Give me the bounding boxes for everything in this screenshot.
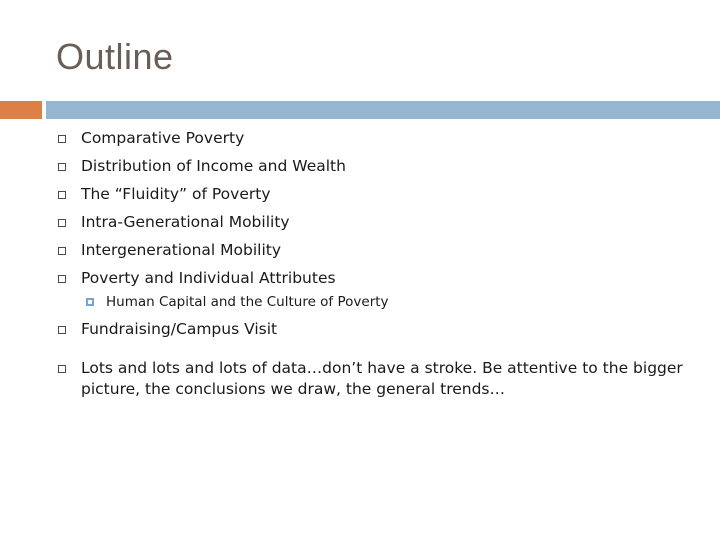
list-item-text: Intra-Generational Mobility bbox=[81, 213, 290, 231]
list-item-text: The “Fluidity” of Poverty bbox=[81, 185, 271, 203]
accent-band-blue bbox=[46, 101, 720, 119]
list-item-text: Fundraising/Campus Visit bbox=[81, 320, 278, 338]
list-item bbox=[56, 128, 696, 149]
list-item bbox=[56, 240, 696, 261]
list-item bbox=[56, 184, 696, 205]
square-bullet-icon bbox=[58, 326, 66, 334]
list-item bbox=[56, 212, 696, 233]
square-bullet-icon bbox=[58, 163, 66, 171]
bullet-list bbox=[56, 128, 696, 407]
list-item-text: Poverty and Individual Attributes bbox=[81, 269, 336, 287]
filled-square-bullet-icon bbox=[86, 298, 94, 306]
list-item bbox=[56, 319, 696, 340]
square-bullet-icon bbox=[58, 365, 66, 373]
list-item bbox=[56, 268, 696, 289]
square-bullet-icon bbox=[58, 135, 66, 143]
list-item-text: Distribution of Income and Wealth bbox=[81, 157, 346, 175]
square-bullet-icon bbox=[58, 275, 66, 283]
square-bullet-icon bbox=[58, 247, 66, 255]
list-item bbox=[56, 156, 696, 177]
list-item-text: Intergenerational Mobility bbox=[81, 241, 282, 259]
accent-band-orange bbox=[0, 101, 42, 119]
sub-list-item bbox=[56, 293, 696, 311]
square-bullet-icon bbox=[58, 191, 66, 199]
sub-list-item-text: Human Capital and the Culture of Poverty bbox=[106, 294, 389, 310]
list-item bbox=[56, 358, 696, 400]
square-bullet-icon bbox=[58, 219, 66, 227]
list-item-text: Comparative Poverty bbox=[81, 129, 245, 147]
slide-title: Outline bbox=[56, 36, 174, 77]
list-item-text: Lots and lots and lots of data…don’t have a stroke. Be attentive to the bigger picture, the conclusions we draw, the general trends… bbox=[81, 359, 683, 398]
